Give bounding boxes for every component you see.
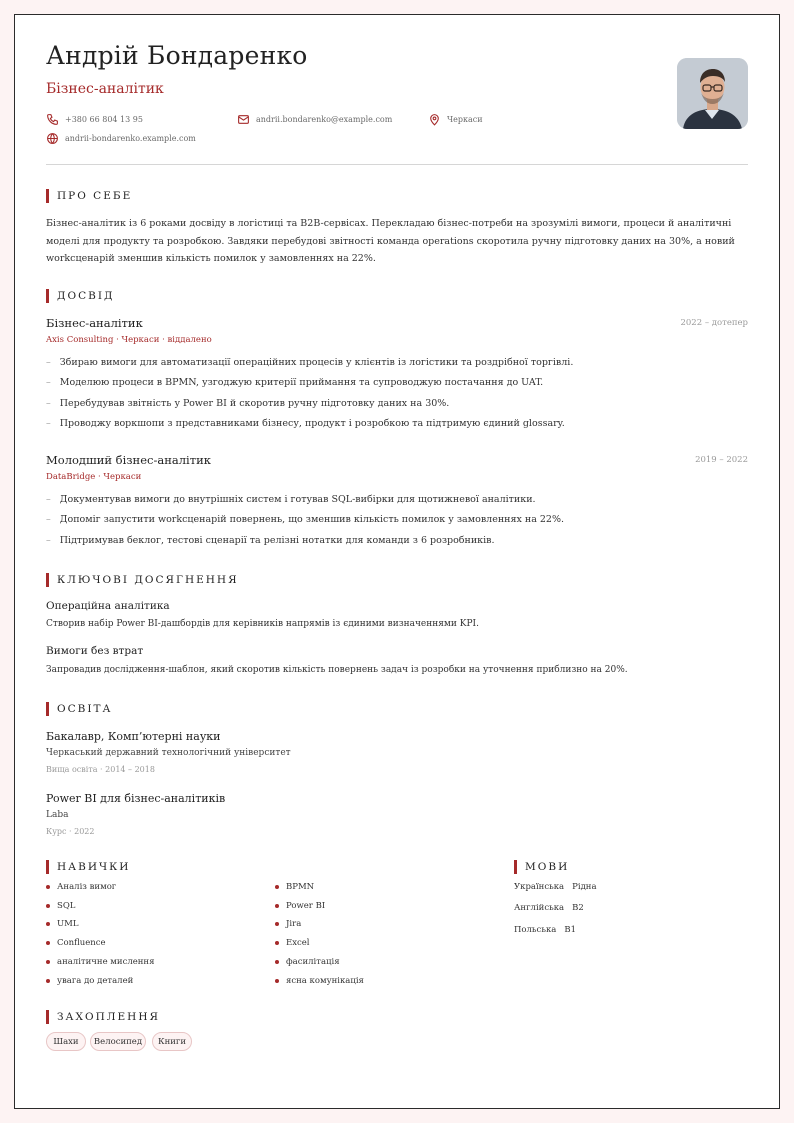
skill-item: Excel bbox=[275, 938, 310, 948]
skill-item: UML bbox=[46, 919, 79, 929]
achievement-2-desc: Запровадив дослідження-шаблон, який скоротив кількість повернень задач із розробки на уточнення приблизно на 20%. bbox=[46, 665, 628, 675]
section-experience-heading bbox=[46, 289, 115, 303]
education-2-school: Laba bbox=[46, 810, 69, 820]
achievement-2-title: Вимоги без втрат bbox=[46, 645, 144, 657]
education-1-degree: Бакалавр, Комп’ютерні науки bbox=[46, 730, 221, 743]
section-title: ЗАХОПЛЕННЯ bbox=[57, 1011, 160, 1023]
skill-item: BPMN bbox=[275, 882, 314, 892]
contact-website[interactable] bbox=[46, 132, 196, 145]
job-2-title: Молодший бізнес-аналітик bbox=[46, 453, 211, 467]
skill-item: аналітичне мислення bbox=[46, 957, 154, 967]
section-education-heading bbox=[46, 702, 112, 716]
section-title: ДОСВІД bbox=[57, 290, 115, 302]
list-item: – Документував вимоги до внутрішніх систем і готував SQL-вибірки для щотижневої аналітики. bbox=[46, 494, 536, 505]
education-2-meta: Курс · 2022 bbox=[46, 827, 95, 836]
phone-icon bbox=[46, 113, 59, 126]
location-pin-icon bbox=[428, 113, 441, 126]
about-text: Бізнес-аналітик із 6 роками досвіду в логістиці та B2B-сервісах. Перекладаю бізнес-потреби на зрозумілі вимоги, процеси й аналітичні моделі для продукту та розробкою. Завдяки перебудові звітності команда operations скоротила ручну підготовку даних на 30%, а новий workсценарій зменшив кількість помилок у замовленнях на 22%. bbox=[46, 218, 735, 264]
section-marker bbox=[46, 289, 49, 303]
mail-icon bbox=[237, 113, 250, 126]
section-title: КЛЮЧОВІ ДОСЯГНЕННЯ bbox=[57, 574, 239, 586]
candidate-name: Андрій Бондаренко bbox=[46, 41, 308, 70]
section-title: ПРО СЕБЕ bbox=[57, 190, 133, 202]
job-1-company: Axis Consulting · Черкаси · віддалено bbox=[46, 335, 212, 345]
section-title: ОСВІТА bbox=[57, 703, 113, 715]
education-1-school: Черкаський державний технологічний університет bbox=[46, 748, 291, 758]
skill-item: ясна комунікація bbox=[275, 976, 364, 986]
education-2-degree: Power BI для бізнес-аналітиків bbox=[46, 792, 226, 805]
job-1-dates: 2022 – дотепер bbox=[680, 318, 748, 328]
section-marker bbox=[46, 573, 49, 587]
achievement-1-title: Операційна аналітика bbox=[46, 600, 170, 612]
website-text: andrii-bondarenko.example.com bbox=[65, 134, 196, 143]
section-marker bbox=[46, 189, 49, 203]
city-text: Черкаси bbox=[447, 115, 483, 124]
language-item: Польська B1 bbox=[514, 925, 576, 935]
job-1-title: Бізнес-аналітик bbox=[46, 316, 143, 330]
interest-chip: Книги bbox=[152, 1032, 192, 1051]
list-item: – Збираю вимоги для автоматизації операційних процесів у клієнтів із логістики та роздрібної торгівлі. bbox=[46, 357, 574, 368]
header-divider bbox=[46, 164, 748, 165]
list-item: – Допоміг запустити workсценарій повернень, що зменшив кількість помилок у замовленнях на 22%. bbox=[46, 514, 565, 525]
job-title: Бізнес-аналітик bbox=[46, 81, 164, 97]
list-item: – Проводжу воркшопи з представниками бізнесу, продукт і розробкою та підтримую єдиний glossary. bbox=[46, 418, 565, 429]
skill-item: Confluence bbox=[46, 938, 106, 948]
section-marker bbox=[46, 860, 49, 874]
job-2-dates: 2019 – 2022 bbox=[695, 455, 748, 465]
list-item: – Моделюю процеси в BPMN, узгоджую критерії приймання та супроводжую постачання до UAT. bbox=[46, 377, 544, 388]
list-item: – Підтримував беклог, тестові сценарії та релізні нотатки для команди з 6 розробників. bbox=[46, 535, 495, 546]
globe-icon bbox=[46, 132, 59, 145]
profile-photo bbox=[677, 58, 748, 129]
phone-text: +380 66 804 13 95 bbox=[65, 115, 143, 124]
email-text: andrii.bondarenko@example.com bbox=[256, 115, 393, 124]
job-2-company: DataBridge · Черкаси bbox=[46, 472, 142, 482]
skill-item: SQL bbox=[46, 901, 75, 911]
achievement-1-desc: Створив набір Power BI-дашбордів для керівників напрямів із єдиними визначеннями KPI. bbox=[46, 619, 479, 629]
contact-city bbox=[428, 113, 483, 126]
interest-chip: Шахи bbox=[46, 1032, 86, 1051]
section-marker bbox=[46, 1010, 49, 1024]
skill-item: Jira bbox=[275, 919, 301, 929]
section-title: МОВИ bbox=[525, 861, 570, 873]
education-1-meta: Вища освіта · 2014 – 2018 bbox=[46, 765, 155, 774]
section-skills-heading bbox=[46, 860, 130, 874]
resume-page bbox=[14, 14, 780, 1109]
skill-item: Power BI bbox=[275, 901, 325, 911]
section-achievements-heading bbox=[46, 573, 239, 587]
contact-phone[interactable] bbox=[46, 113, 143, 126]
skill-item: увага до деталей bbox=[46, 976, 133, 986]
section-about-heading bbox=[46, 189, 132, 203]
interest-chip: Велосипед bbox=[90, 1032, 146, 1051]
skill-item: фасилітація bbox=[275, 957, 340, 967]
language-item: Українська Рідна bbox=[514, 882, 597, 892]
section-languages-heading bbox=[514, 860, 569, 874]
section-title: НАВИЧКИ bbox=[57, 861, 131, 873]
section-marker bbox=[46, 702, 49, 716]
skill-item: Аналіз вимог bbox=[46, 882, 116, 892]
language-item: Англійська B2 bbox=[514, 903, 584, 913]
section-marker bbox=[514, 860, 517, 874]
section-interests-heading bbox=[46, 1010, 160, 1024]
list-item: – Перебудував звітність у Power BI й скоротив ручну підготовку даних на 30%. bbox=[46, 398, 450, 409]
contact-email[interactable] bbox=[237, 113, 392, 126]
